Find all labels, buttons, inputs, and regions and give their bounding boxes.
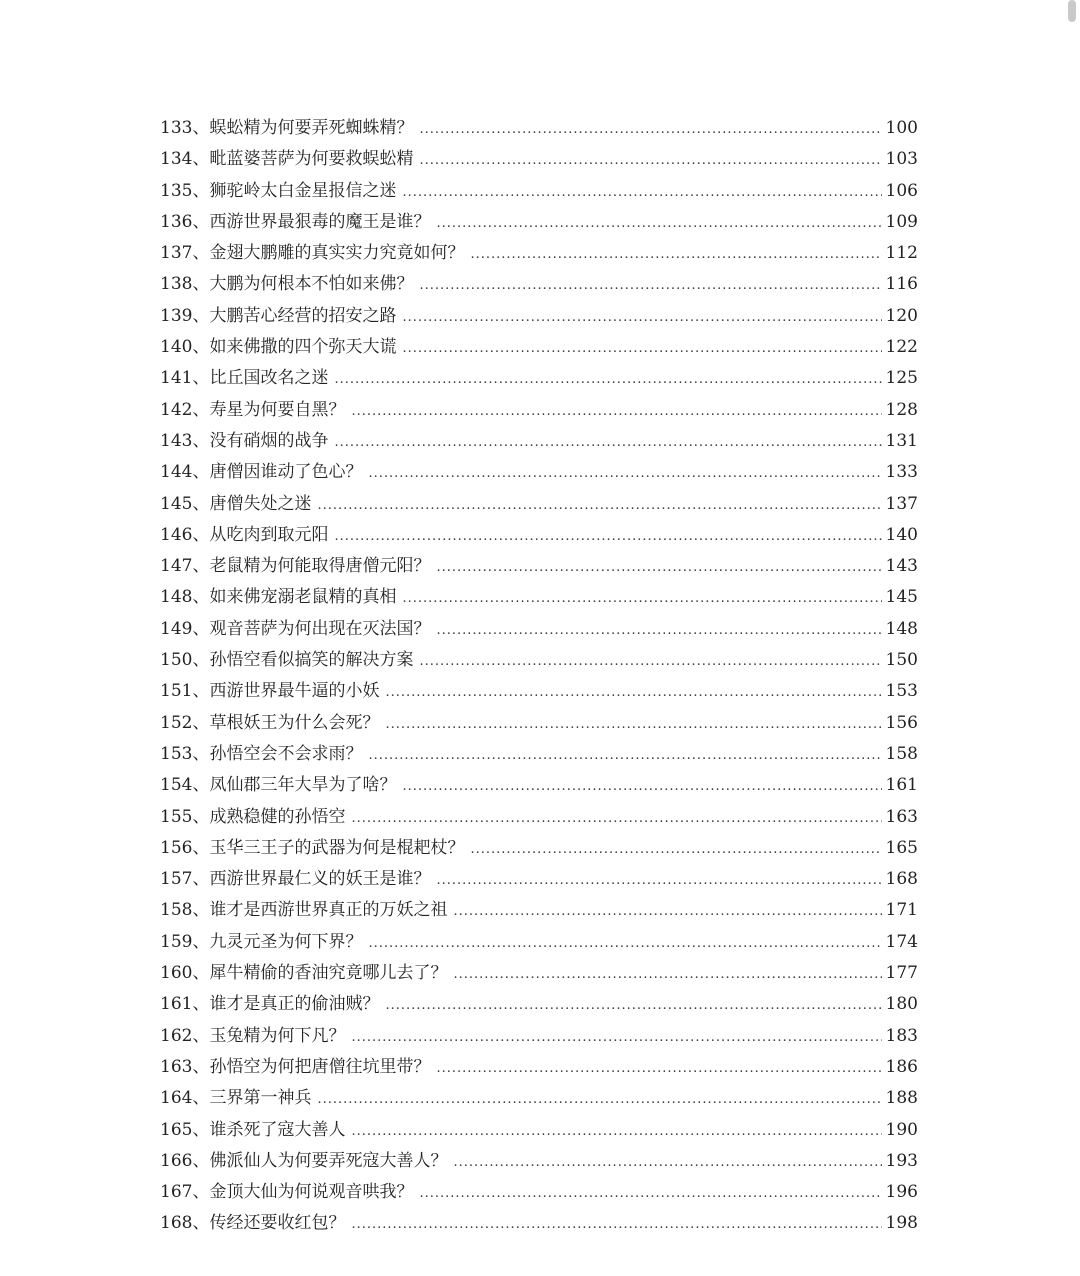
- entry-title: 老鼠精为何能取得唐僧元阳？: [209, 556, 431, 577]
- toc-entry[interactable]: [160, 958, 918, 989]
- entry-separator: 、: [192, 149, 210, 170]
- toc-entry[interactable]: [160, 207, 918, 238]
- entry-number: 135: [160, 180, 193, 201]
- entry-title: 犀牛精偷的香油究竟哪儿去了？: [209, 963, 448, 984]
- entry-page-number: 120: [885, 305, 918, 326]
- entry-number: 168: [160, 1213, 193, 1234]
- toc-entry[interactable]: [160, 113, 918, 144]
- entry-separator: 、: [192, 712, 210, 733]
- entry-separator: 、: [192, 618, 210, 639]
- entry-number: 141: [160, 368, 193, 389]
- entry-page-number: 150: [885, 650, 918, 671]
- entry-title: 凤仙郡三年大旱为了啥？: [209, 775, 397, 796]
- entry-number: 138: [160, 274, 193, 295]
- toc-entry[interactable]: [160, 1083, 918, 1114]
- dot-leader: [453, 959, 881, 990]
- entry-separator: 、: [192, 1182, 210, 1203]
- dot-leader: [470, 239, 881, 270]
- entry-separator: 、: [192, 274, 210, 295]
- entry-title: 毗蓝婆菩萨为何要救蜈蚣精: [209, 149, 414, 170]
- toc-entry[interactable]: [160, 895, 918, 926]
- entry-page-number: 148: [885, 618, 918, 639]
- entry-page-number: 198: [885, 1213, 918, 1234]
- entry-title: 三界第一神兵: [209, 1088, 312, 1109]
- entry-page-number: 174: [885, 931, 918, 952]
- entry-page-number: 128: [885, 399, 918, 420]
- entry-title: 观音菩萨为何出现在灭法国？: [209, 618, 431, 639]
- toc-entry[interactable]: [160, 144, 918, 175]
- entry-title: 大鹏苦心经营的招安之路: [209, 305, 397, 326]
- entry-number: 147: [160, 556, 193, 577]
- entry-title: 传经还要收红包？: [209, 1213, 346, 1234]
- entry-separator: 、: [192, 118, 210, 138]
- entry-separator: 、: [192, 430, 210, 451]
- entry-number: 143: [160, 430, 193, 451]
- dot-leader: [402, 333, 881, 364]
- dot-leader: [368, 928, 881, 959]
- toc-entry[interactable]: [160, 332, 918, 363]
- dot-leader: [368, 740, 881, 771]
- entry-page-number: 180: [885, 994, 918, 1015]
- entry-page-number: 153: [885, 681, 918, 702]
- entry-page-number: 188: [885, 1088, 918, 1109]
- toc-entry[interactable]: [160, 1146, 918, 1177]
- toc-entry[interactable]: [160, 1177, 918, 1208]
- entry-separator: 、: [192, 931, 210, 952]
- entry-page-number: 161: [885, 775, 918, 796]
- entry-separator: 、: [192, 743, 210, 764]
- entry-number: 148: [160, 587, 193, 608]
- entry-page-number: 165: [885, 837, 918, 858]
- entry-separator: 、: [192, 1150, 210, 1171]
- toc-entry[interactable]: [160, 426, 918, 457]
- entry-title: 从吃肉到取元阳: [209, 524, 329, 545]
- entry-number: 156: [160, 837, 193, 858]
- table-of-contents: [160, 113, 918, 1240]
- dot-leader: [317, 490, 881, 521]
- entry-separator: 、: [192, 462, 210, 483]
- entry-separator: 、: [192, 1119, 210, 1140]
- dot-leader: [402, 177, 881, 208]
- entry-title: 西游世界最牛逼的小妖: [209, 681, 380, 702]
- entry-number: 149: [160, 618, 193, 639]
- entry-number: 157: [160, 869, 193, 890]
- toc-entry[interactable]: [160, 645, 918, 676]
- entry-page-number: 158: [885, 743, 918, 764]
- entry-separator: 、: [192, 587, 210, 608]
- toc-entry[interactable]: [160, 708, 918, 739]
- entry-number: 142: [160, 399, 193, 420]
- entry-separator: 、: [192, 493, 210, 514]
- toc-entry[interactable]: [160, 269, 918, 300]
- entry-title: 如来佛宠溺老鼠精的真相: [209, 587, 397, 608]
- entry-page-number: 109: [885, 211, 918, 232]
- entry-page-number: 103: [885, 149, 918, 170]
- entry-separator: 、: [192, 1213, 210, 1234]
- entry-title: 金顶大仙为何说观音哄我？: [209, 1182, 414, 1203]
- dot-leader: [436, 552, 881, 583]
- entry-page-number: 196: [885, 1182, 918, 1203]
- toc-entry[interactable]: [160, 238, 918, 269]
- toc-entry[interactable]: [160, 676, 918, 707]
- dot-leader: [419, 114, 881, 145]
- entry-title: 草根妖王为什么会死？: [209, 712, 380, 733]
- entry-separator: 、: [192, 1088, 210, 1109]
- entry-title: 比丘国改名之迷: [209, 368, 329, 389]
- entry-separator: 、: [192, 650, 210, 671]
- dot-leader: [419, 1178, 881, 1209]
- entry-title: 玉华三王子的武器为何是棍耙杖？: [209, 837, 465, 858]
- entry-separator: 、: [192, 305, 210, 326]
- dot-leader: [419, 646, 881, 677]
- entry-page-number: 193: [885, 1150, 918, 1171]
- toc-entry[interactable]: [160, 927, 918, 958]
- entry-separator: 、: [192, 994, 210, 1015]
- entry-title: 唐僧因谁动了色心？: [209, 462, 363, 483]
- entry-title: 大鹏为何根本不怕如来佛？: [209, 274, 414, 295]
- entry-number: 166: [160, 1150, 193, 1171]
- entry-title: 金翅大鹏雕的真实实力究竟如何？: [209, 243, 465, 264]
- entry-title: 九灵元圣为何下界？: [209, 931, 363, 952]
- dot-leader: [453, 896, 881, 927]
- entry-page-number: 143: [885, 556, 918, 577]
- dot-leader: [402, 583, 881, 614]
- toc-entry[interactable]: [160, 489, 918, 520]
- entry-separator: 、: [192, 211, 210, 232]
- entry-number: 167: [160, 1182, 193, 1203]
- entry-number: 137: [160, 243, 193, 264]
- entry-number: 151: [160, 681, 193, 702]
- entry-page-number: 106: [885, 180, 918, 201]
- entry-title: 谁才是真正的偷油贼？: [209, 994, 380, 1015]
- dot-leader: [334, 521, 881, 552]
- entry-separator: 、: [192, 681, 210, 702]
- entry-title: 成熟稳健的孙悟空: [209, 806, 346, 827]
- dot-leader: [436, 865, 881, 896]
- entry-page-number: 163: [885, 806, 918, 827]
- dot-leader: [436, 1053, 881, 1084]
- entry-number: 165: [160, 1119, 193, 1140]
- entry-title: 寿星为何要自黑？: [209, 399, 346, 420]
- dot-leader: [385, 677, 881, 708]
- toc-entry[interactable]: [160, 989, 918, 1020]
- entry-separator: 、: [192, 963, 210, 984]
- entry-number: 154: [160, 775, 193, 796]
- dot-leader: [419, 270, 881, 301]
- entry-number: 140: [160, 337, 193, 358]
- toc-entry[interactable]: [160, 457, 918, 488]
- entry-separator: 、: [192, 775, 210, 796]
- toc-entry[interactable]: [160, 363, 918, 394]
- entry-title: 没有硝烟的战争: [209, 430, 329, 451]
- entry-separator: 、: [192, 243, 210, 264]
- entry-number: 162: [160, 1025, 193, 1046]
- entry-title: 西游世界最狠毒的魔王是谁？: [209, 211, 431, 232]
- entry-page-number: 116: [885, 274, 918, 295]
- dot-leader: [351, 803, 881, 834]
- entry-number: 152: [160, 712, 193, 733]
- entry-page-number: 168: [885, 869, 918, 890]
- entry-number: 163: [160, 1056, 193, 1077]
- dot-leader: [351, 396, 881, 427]
- entry-separator: 、: [192, 1025, 210, 1046]
- entry-page-number: 131: [885, 430, 918, 451]
- toc-entry[interactable]: [160, 1021, 918, 1052]
- entry-separator: 、: [192, 180, 210, 201]
- entry-separator: 、: [192, 337, 210, 358]
- dot-leader: [385, 990, 881, 1021]
- entry-separator: 、: [192, 869, 210, 890]
- entry-title: 孙悟空为何把唐僧往坑里带？: [209, 1056, 431, 1077]
- toc-entry[interactable]: [160, 739, 918, 770]
- toc-entry[interactable]: [160, 1052, 918, 1083]
- dot-leader: [436, 615, 881, 646]
- entry-number: 144: [160, 462, 193, 483]
- toc-entry[interactable]: [160, 395, 918, 426]
- dot-leader: [402, 302, 881, 333]
- toc-entry[interactable]: [160, 582, 918, 613]
- toc-entry[interactable]: [160, 1208, 918, 1239]
- entry-title: 唐僧失处之迷: [209, 493, 312, 514]
- entry-title: 佛派仙人为何要弄死寇大善人？: [209, 1150, 448, 1171]
- entry-separator: 、: [192, 556, 210, 577]
- entry-title: 谁杀死了寇大善人: [209, 1119, 346, 1140]
- entry-number: 164: [160, 1088, 193, 1109]
- entry-page-number: 112: [885, 243, 918, 264]
- dot-leader: [317, 1084, 881, 1115]
- dot-leader: [334, 364, 881, 395]
- dot-leader: [351, 1116, 881, 1147]
- dot-leader: [351, 1022, 881, 1053]
- dot-leader: [419, 145, 881, 176]
- entry-page-number: 145: [885, 587, 918, 608]
- toc-entry[interactable]: [160, 301, 918, 332]
- entry-page-number: 190: [885, 1119, 918, 1140]
- entry-number: 136: [160, 211, 193, 232]
- entry-separator: 、: [192, 900, 210, 921]
- entry-title: 玉兔精为何下凡？: [209, 1025, 346, 1046]
- dot-leader: [351, 1209, 881, 1240]
- entry-title: 孙悟空看似搞笑的解决方案: [209, 650, 414, 671]
- entry-title: 谁才是西游世界真正的万妖之祖: [209, 900, 448, 921]
- dot-leader: [402, 771, 881, 802]
- entry-page-number: 171: [885, 900, 918, 921]
- entry-number: 158: [160, 900, 193, 921]
- entry-separator: 、: [192, 399, 210, 420]
- entry-page-number: 156: [885, 712, 918, 733]
- entry-number: 161: [160, 994, 193, 1015]
- entry-number: 146: [160, 524, 193, 545]
- toc-entry[interactable]: [160, 864, 918, 895]
- entry-page-number: 177: [885, 963, 918, 984]
- entry-number: 150: [160, 650, 193, 671]
- entry-number: 160: [160, 963, 193, 984]
- toc-entry[interactable]: [160, 770, 918, 801]
- entry-page-number: 125: [885, 368, 918, 389]
- entry-separator: 、: [192, 806, 210, 827]
- entry-number: 134: [160, 149, 193, 170]
- entry-number: 153: [160, 743, 193, 764]
- entry-page-number: 137: [885, 493, 918, 514]
- toc-entry[interactable]: [160, 1115, 918, 1146]
- toc-entry[interactable]: [160, 520, 918, 551]
- entry-page-number: 140: [885, 524, 918, 545]
- dot-leader: [368, 458, 881, 489]
- entry-page-number: 186: [885, 1056, 918, 1077]
- entry-number: 159: [160, 931, 193, 952]
- entry-title: 蜈蚣精为何要弄死蜘蛛精？: [209, 118, 414, 138]
- entry-number: 145: [160, 493, 193, 514]
- toc-entry[interactable]: [160, 833, 918, 864]
- entry-separator: 、: [192, 1056, 210, 1077]
- dot-leader: [385, 709, 881, 740]
- entry-page-number: 133: [885, 462, 918, 483]
- dot-leader: [436, 208, 881, 239]
- entry-number: 139: [160, 305, 193, 326]
- entry-page-number: 183: [885, 1025, 918, 1046]
- entry-title: 孙悟空会不会求雨？: [209, 743, 363, 764]
- toc-entry[interactable]: [160, 551, 918, 582]
- dot-leader: [334, 427, 881, 458]
- entry-title: 狮驼岭太白金星报信之迷: [209, 180, 397, 201]
- entry-title: 如来佛撒的四个弥天大谎: [209, 337, 397, 358]
- toc-entry[interactable]: [160, 614, 918, 645]
- entry-page-number: 122: [885, 337, 918, 358]
- entry-number: 155: [160, 806, 193, 827]
- dot-leader: [470, 834, 881, 865]
- scrollbar-thumb[interactable]: [1068, 0, 1076, 22]
- entry-title: 西游世界最仁义的妖王是谁？: [209, 869, 431, 890]
- entry-page-number: 100: [885, 118, 918, 138]
- toc-entry[interactable]: [160, 176, 918, 207]
- entry-separator: 、: [192, 368, 210, 389]
- entry-separator: 、: [192, 524, 210, 545]
- entry-number: 133: [160, 118, 193, 138]
- entry-separator: 、: [192, 837, 210, 858]
- toc-entry[interactable]: [160, 802, 918, 833]
- dot-leader: [453, 1147, 881, 1178]
